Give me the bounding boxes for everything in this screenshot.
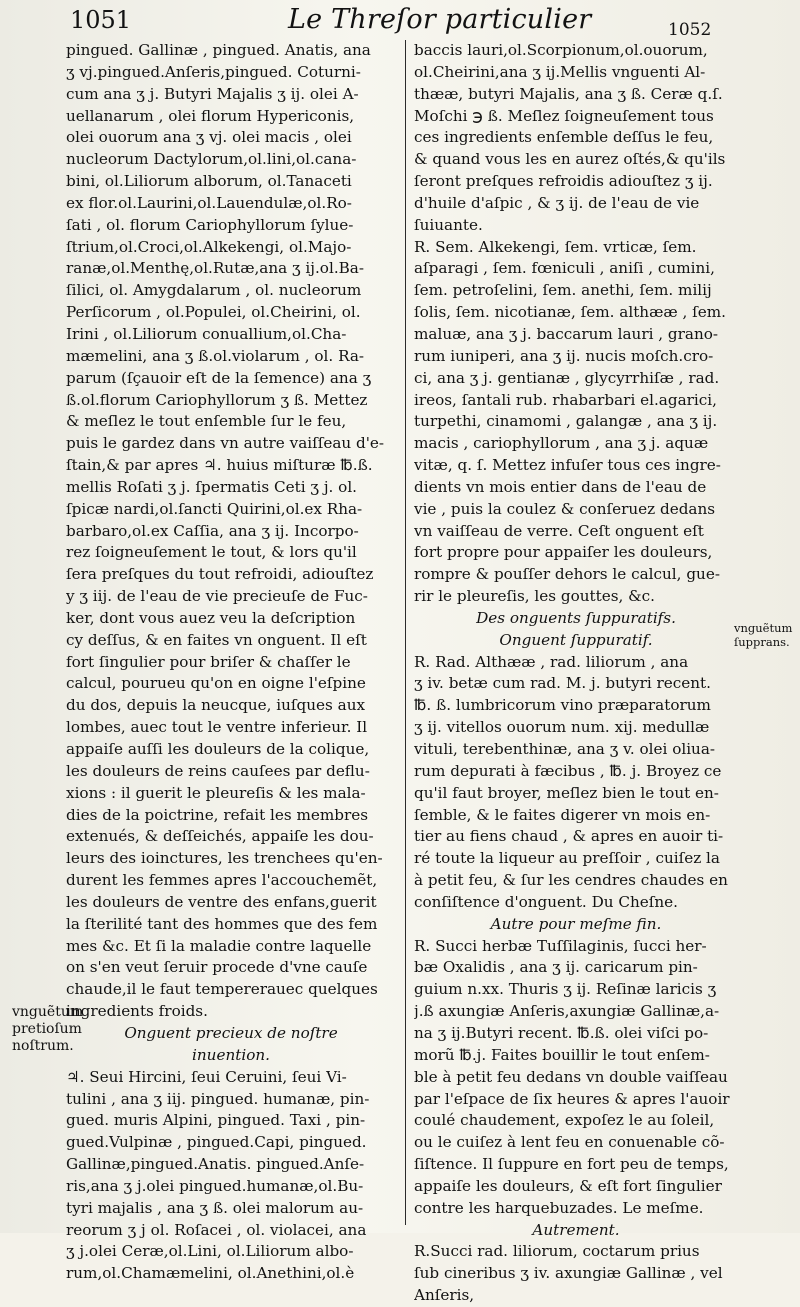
- text-line: ex flor.ol.Laurini,ol.Lauendulæ,ol.Ro-: [66, 193, 352, 212]
- text-line: fort propre pour appaiſer les douleurs,: [414, 543, 713, 562]
- page-number-right: 1052: [668, 20, 712, 40]
- text-line: reorum ʒ j ol. Roſacei , ol. violacei, ana: [66, 1220, 367, 1239]
- text-line: par l'eſpace de ſix heures & apres l'auoir: [414, 1089, 730, 1108]
- text-line: R. Succi herbæ Tuſſilaginis, ſucci her-: [414, 936, 707, 955]
- text-line: mes &c. Et ſi la maladie contre laquelle: [66, 936, 372, 955]
- text-line: appaiſe auſſi les douleurs de la colique,: [66, 740, 370, 758]
- margin-note-line: vnguẽtum: [12, 1004, 84, 1020]
- text-line: bæ Oxalidis , ana ʒ ij. caricarum pin-: [414, 958, 698, 977]
- text-line: thææ, butyri Majalis, ana ʒ ß. Ceræ q.ſ.: [414, 84, 723, 103]
- text-line: olei ouorum ana ʒ vj. olei macis , olei: [66, 128, 352, 147]
- text-line: y ʒ iij. de l'eau de vie precieuſe de Fuc-: [66, 587, 368, 606]
- text-line: on s'en veut ſeruir procede d'vne cauſe: [66, 958, 368, 977]
- text-line: cy deſſus, & en faites vn onguent. Il eſt: [66, 630, 367, 649]
- text-line: rum iuniperi, ana ʒ ij. nucis moſch.cro-: [414, 346, 714, 365]
- text-line: barbaro,ol.ex Caſſia, ana ʒ ij. Incorpo-: [66, 521, 359, 540]
- text-line: vn vaiſſeau de verre. Ceſt onguent eſt: [414, 521, 704, 540]
- text-line: ol.Cheirini,ana ʒ ij.Mellis vnguenti Al-: [414, 62, 706, 81]
- text-line: vitæ, q. ſ. Mettez infuſer tous ces ingre-: [414, 456, 721, 475]
- margin-note-line: ſupprans.: [734, 635, 790, 649]
- subsection-heading: Autrement.: [532, 1220, 620, 1239]
- text-line: xions : il guerit le pleureſis & les mala-: [66, 783, 366, 802]
- text-line: fort ſingulier pour briſer & chaſſer le: [66, 652, 351, 671]
- text-line: conſiſtence d'onguent. Du Cheſne.: [414, 892, 678, 911]
- text-line: ſati , ol. florum Cariophyllorum ſylue-: [66, 215, 354, 234]
- text-line: à petit feu, & ſur les cendres chaudes en: [414, 871, 728, 890]
- text-line: ſilici, ol. Amygdalarum , ol. nucleorum: [66, 281, 362, 300]
- text-line: ſem. petroſelini, ſem. anethi, ſem. milij: [414, 281, 712, 300]
- text-line: R. Sem. Alkekengi, ſem. vrticæ, ſem.: [414, 237, 697, 256]
- text-line: ſeront preſques refroidis adiouſtez ʒ ij.: [414, 172, 713, 191]
- text-line: mæmelini, ana ʒ ß.ol.violarum , ol. Ra-: [66, 346, 365, 365]
- text-line: rompre & pouſſer dehors le calcul, gue-: [414, 565, 720, 584]
- text-line: ſuiuante.: [414, 215, 483, 234]
- text-line: ℔. ß. lumbricorum vino præparatorum: [414, 696, 711, 715]
- text-line: coulé chaudement, expoſez le au ſoleil,: [414, 1111, 715, 1130]
- text-line: Gallinæ,pingued.Anatis. pingued.Anſe-: [66, 1155, 365, 1174]
- right-margin-note: [734, 621, 792, 649]
- text-line: rez ſoigneuſement le tout, & lors qu'il: [66, 543, 357, 562]
- text-line: les douleurs de ventre des enfans,guerit: [66, 892, 377, 911]
- text-line: ♃. Seui Hircini, ſeui Ceruini, ſeui Vi-: [66, 1067, 347, 1086]
- text-line: ſtrium,ol.Croci,ol.Alkekengi, ol.Majo-: [66, 237, 352, 256]
- column-divider: [405, 40, 406, 1225]
- text-line: d'huile d'aſpic , & ʒ ij. de l'eau de vie: [414, 193, 700, 212]
- text-line: ſolis, ſem. nicotianæ, ſem. althææ , ſem.: [414, 303, 726, 322]
- text-line: macis , cariophyllorum , ana ʒ j. aquæ: [414, 434, 709, 453]
- text-line: chaude,il le faut tempererauec quelques: [66, 980, 378, 999]
- text-line: qu'il faut broyer, meſlez bien le tout en-: [414, 783, 719, 802]
- text-line: rir le pleureſis, les gouttes, &c.: [414, 587, 656, 606]
- text-line: maluæ, ana ʒ j. baccarum lauri , grano-: [414, 324, 719, 343]
- text-line: uellanarum , olei florum Hypericonis,: [66, 106, 355, 125]
- text-line: vie , puis la coulez & conſeruez dedans: [414, 499, 716, 518]
- left-column: [66, 40, 396, 1285]
- text-line: nucleorum Dactylorum,ol.lini,ol.cana-: [66, 150, 357, 169]
- page-number-left: 1051: [70, 6, 132, 34]
- text-line: Moſchi ℈ ß. Meſlez ſoigneuſement tous: [414, 106, 714, 125]
- text-line: lombes, auec tout le ventre inferieur. Il: [66, 718, 368, 737]
- text-line: puis le gardez dans vn autre vaiſſeau d'e-: [66, 434, 385, 453]
- text-line: aſparagi , ſem. fœniculi , aniſi , cumini,: [414, 259, 715, 278]
- text-line: turpethi, cinamomi , galangæ , ana ʒ ij.: [414, 412, 718, 431]
- text-line: les douleurs de reins cauſees par deflu-: [66, 761, 370, 780]
- text-line: ré toute la liqueur au preſſoir , cuiſez la: [414, 849, 720, 868]
- text-line: durent les femmes apres l'accouchemẽt,: [66, 871, 378, 890]
- text-line: ci, ana ʒ j. gentianæ , glycyrrhiſæ , rad.: [414, 368, 720, 387]
- text-line: mellis Roſati ʒ j. ſpermatis Ceti ʒ j. ol.: [66, 477, 358, 496]
- text-line: j.ß axungiæ Anſeris,axungiæ Gallinæ,a-: [414, 1002, 720, 1021]
- text-line: rum depurati à fæcibus , ℔. j. Broyez ce: [414, 761, 722, 780]
- text-line: & meſlez le tout enſemble ſur le feu,: [66, 412, 347, 431]
- left-margin-note: [12, 1004, 83, 1055]
- text-line: gued.Vulpinæ , pingued.Capi, pingued.: [66, 1133, 367, 1152]
- text-line: ireos, ſantali rub. rhabarbari el.agarici,: [414, 390, 717, 409]
- text-line: ranæ,ol.Menthę,ol.Rutæ,ana ʒ ij.ol.Ba-: [66, 259, 364, 278]
- text-line: ſtain,& par apres ♃. huius miſturæ ℔.ß.: [66, 456, 373, 475]
- running-title: Le Threſor particulier: [288, 4, 592, 35]
- text-line: Perſicorum , ol.Populei, ol.Cheirini, ol.: [66, 303, 361, 322]
- text-line: ble à petit feu dedans vn double vaiſſeau: [414, 1067, 728, 1086]
- margin-note-line: noſtrum.: [12, 1038, 74, 1054]
- section-heading: Onguent precieux de noſtre: [124, 1023, 338, 1042]
- text-line: ces ingredients enſemble deſſus le feu,: [414, 128, 714, 147]
- text-line: ſera preſques du tout refroidi, adiouſtez: [66, 565, 374, 584]
- text-line: tulini , ana ʒ iij. pingued. humanæ, pin-: [66, 1089, 370, 1108]
- text-line: baccis lauri,ol.Scorpionum,ol.ouorum,: [414, 41, 708, 59]
- text-line: ou le cuiſez à lent feu en conuenable cõ-: [414, 1133, 725, 1152]
- text-line: gued. muris Alpini, pingued. Taxi , pin-: [66, 1111, 366, 1130]
- text-line: tier au fiens chaud , & apres en auoir ti-: [414, 827, 724, 846]
- text-line: dients vn mois entier dans de l'eau de: [414, 477, 707, 496]
- text-line: ingredients froids.: [66, 1002, 208, 1021]
- text-line: guium n.xx. Thuris ʒ ij. Reſinæ laricis ʒ: [414, 980, 717, 999]
- text-line: ſiſtence. Il ſuppure en fort peu de temps,: [414, 1155, 729, 1174]
- text-line: ſub cineribus ʒ iv. axungiæ Gallinæ , vel: [414, 1264, 723, 1283]
- text-line: tyri majalis , ana ʒ ß. olei malorum au-: [66, 1198, 364, 1217]
- text-line: R.Succi rad. liliorum, coctarum prius: [414, 1242, 700, 1261]
- text-line: ß.ol.florum Cariophyllorum ʒ ß. Mettez: [66, 390, 368, 409]
- text-line: ſemble, & le faites digerer vn mois en-: [414, 805, 711, 824]
- margin-note-line: vnguẽtum: [734, 621, 793, 635]
- text-line: na ʒ ij.Butyri recent. ℔.ß. olei viſci po-: [414, 1023, 709, 1042]
- text-line: ʒ ij. vitellos ouorum num. xij. medullæ: [414, 718, 710, 737]
- text-line: dies de la poictrine, refait les membres: [66, 805, 369, 824]
- text-line: rum,ol.Chamæmelini, ol.Anethini,ol.è: [66, 1264, 355, 1283]
- text-line: Irini , ol.Liliorum conuallium,ol.Cha-: [66, 324, 347, 343]
- text-line: ker, dont vous auez veu la deſcription: [66, 608, 356, 627]
- section-heading: Des onguents ſuppuratifs.: [476, 608, 676, 627]
- text-line: R. Rad. Althææ , rad. liliorum , ana: [414, 652, 689, 671]
- text-line: ʒ vj.pingued.Anſeris,pingued. Coturni-: [66, 62, 361, 81]
- text-line: parum (ſçauoir eſt de la ſemence) ana ʒ: [66, 368, 372, 387]
- subsection-heading: Onguent ſuppuratif.: [499, 630, 653, 649]
- text-line: pingued. Gallinæ , pingued. Anatis, ana: [66, 41, 371, 59]
- right-column: [414, 40, 738, 1307]
- running-header: [40, 2, 720, 38]
- text-line: contre les harquebuzades. Le meſme.: [414, 1198, 704, 1217]
- text-line: extenués, & deſſeichés, appaiſe les dou-: [66, 827, 374, 846]
- subsection-heading: Autre pour meſme fin.: [490, 914, 662, 933]
- text-line: leurs des ioinctures, les trenchees qu'en-: [66, 849, 383, 868]
- text-line: Anſeris,: [414, 1286, 475, 1305]
- text-line: calcul, pourueu qu'on en oigne l'eſpine: [66, 674, 366, 693]
- text-line: & quand vous les en aurez oſtés,& qu'ils: [414, 150, 726, 169]
- text-line: appaiſe les douleurs, & eſt fort ſingulier: [414, 1176, 722, 1195]
- text-line: ris,ana ʒ j.olei pingued.humanæ,ol.Bu-: [66, 1176, 364, 1195]
- text-line: bini, ol.Liliorum alborum, ol.Tanaceti: [66, 172, 352, 191]
- text-line: ʒ j.olei Ceræ,ol.Lini, ol.Liliorum albo-: [66, 1242, 354, 1261]
- margin-note-line: pretioſum: [12, 1021, 82, 1037]
- text-line: vituli, terebenthinæ, ana ʒ v. olei oliua-: [414, 740, 716, 758]
- text-line: ſpicæ nardi,ol.ſancti Quirini,ol.ex Rha-: [66, 499, 363, 518]
- text-line: du dos, depuis la neucque, iuſques aux: [66, 696, 366, 715]
- text-line: morũ ℔.j. Faites bouillir le tout enſem-: [414, 1045, 710, 1064]
- text-line: la ſterilité tant des hommes que des fem: [66, 914, 378, 933]
- text-line: ʒ iv. betæ cum rad. M. j. butyri recent.: [414, 674, 711, 693]
- text-line: cum ana ʒ j. Butyri Majalis ʒ ij. olei A-: [66, 84, 359, 103]
- section-heading: inuention.: [192, 1045, 270, 1064]
